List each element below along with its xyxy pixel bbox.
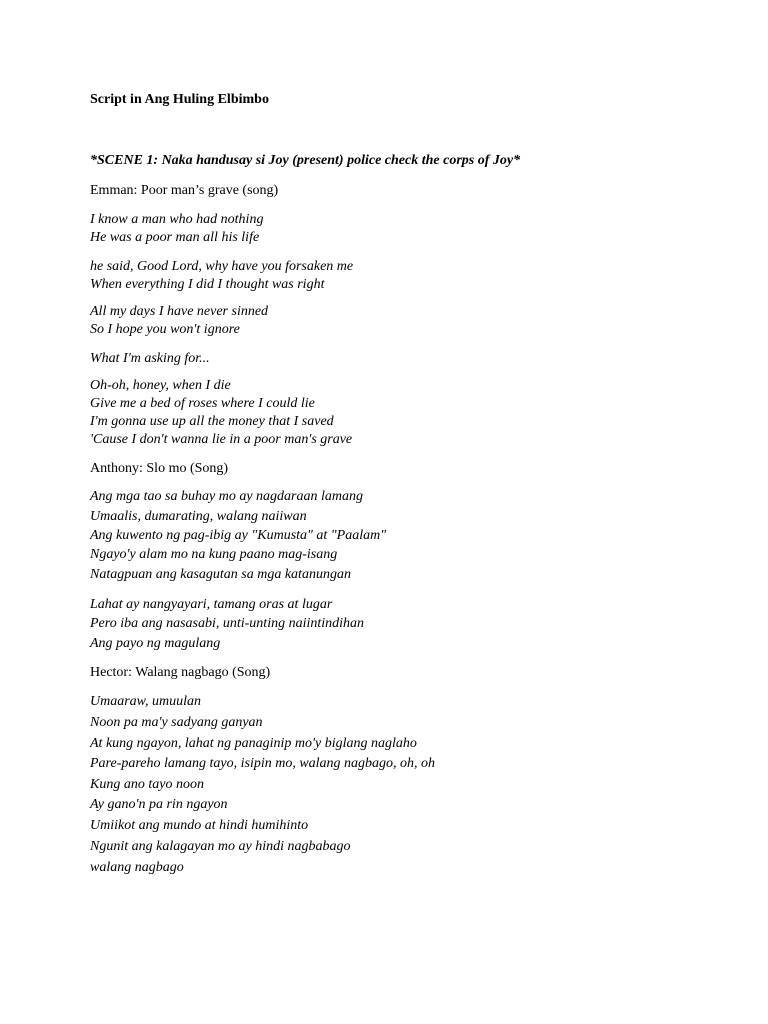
lyric-line: Kung ano tayo noon (90, 777, 204, 792)
lyric-line: Umaalis, dumarating, walang naiiwan (90, 509, 307, 524)
lyric-line: What I'm asking for... (90, 351, 210, 366)
lyric-line: Ngunit ang kalagayan mo ay hindi nagbabago (90, 839, 351, 854)
lyric-line: Give me a bed of roses where I could lie (90, 396, 315, 411)
lyric-line: At kung ngayon, lahat ng panaginip mo'y biglang naglaho (90, 736, 417, 751)
lyric-line: he said, Good Lord, why have you forsaken me (90, 259, 354, 274)
lyric-line: Ay gano'n pa rin ngayon (90, 797, 228, 812)
lyric-line: When everything I did I thought was right (90, 277, 325, 292)
lyric-line: Umiikot ang mundo at hindi humihinto (90, 818, 309, 833)
speaker-line: Hector: Walang nagbago (Song) (90, 665, 271, 680)
lyric-line: Pare-pareho lamang tayo, isipin mo, walang nagbago, oh, oh (90, 756, 436, 771)
lyric-line: Ang kuwento ng pag-ibig ay "Kumusta" at "Paalam" (90, 528, 387, 543)
lyric-line: walang nagbago (90, 860, 184, 875)
scene-heading: *SCENE 1: Naka handusay si Joy (present) police check the corps of Joy* (90, 153, 521, 168)
speaker-line: Emman: Poor man’s grave (song) (90, 183, 279, 198)
lyric-line: So I hope you won't ignore (90, 322, 240, 337)
document-title: Script in Ang Huling Elbimbo (90, 92, 269, 107)
lyric-line: Lahat ay nangyayari, tamang oras at lugar (90, 597, 333, 612)
lyric-line: Ang payo ng magulang (90, 636, 221, 651)
lyric-line: Noon pa ma'y sadyang ganyan (90, 715, 263, 730)
lyric-line: I know a man who had nothing (90, 212, 264, 227)
lyric-line: Pero iba ang nasasabi, unti-unting naiintindihan (90, 616, 365, 631)
lyric-line: Ngayo'y alam mo na kung paano mag-isang (90, 547, 338, 562)
lyric-line: Natagpuan ang kasagutan sa mga katanungan (90, 567, 351, 582)
lyric-line: He was a poor man all his life (90, 230, 260, 245)
lyric-line: 'Cause I don't wanna lie in a poor man's grave (90, 432, 353, 447)
speaker-line: Anthony: Slo mo (Song) (90, 461, 229, 476)
lyric-line: Oh-oh, honey, when I die (90, 378, 231, 393)
lyric-line: All my days I have never sinned (90, 304, 269, 319)
lyric-line: Ang mga tao sa buhay mo ay nagdaraan lamang (90, 489, 363, 504)
lyric-line: Umaaraw, umuulan (90, 694, 201, 709)
lyric-line: I'm gonna use up all the money that I saved (90, 414, 334, 429)
